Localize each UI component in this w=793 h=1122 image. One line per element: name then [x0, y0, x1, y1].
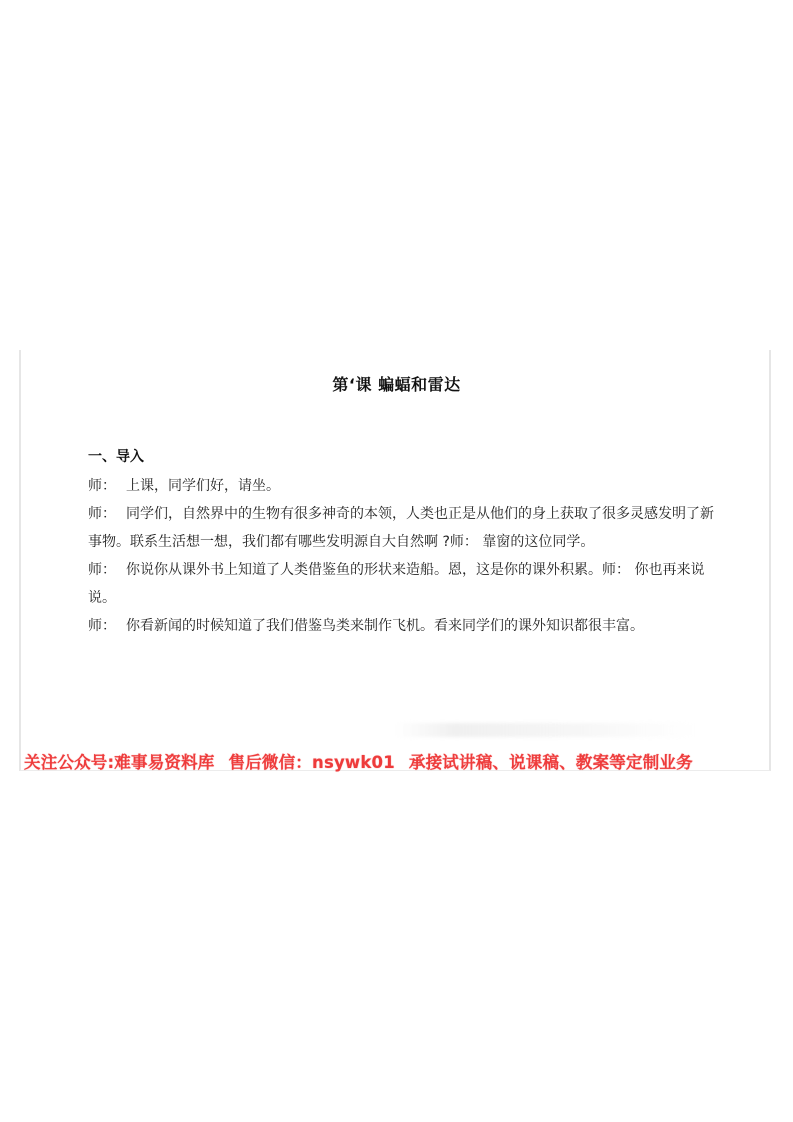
paragraph-text: 你说你从课外书上知道了人类借鉴鱼的形状来造船。恩，这是你的课外积累。师： 你也再来说说。 [88, 562, 705, 606]
document-title: 第‘课 蝙蝠和雷达 [332, 375, 461, 394]
banner-wechat: 售后微信：nsywk01 [228, 753, 395, 772]
banner-account: 关注公众号:难事易资料库 [24, 753, 215, 772]
faint-watermark [395, 723, 695, 737]
paragraph [88, 612, 718, 640]
section-heading: 一、导入 [88, 449, 144, 465]
paragraph-text: 你看新闻的时候知道了我们借鉴鸟类来制作飞机。看来同学们的课外知识都很丰富。 [126, 618, 644, 634]
promo-banner [24, 749, 774, 773]
body-text [88, 472, 718, 640]
paragraph [88, 472, 718, 500]
speaker-label: 师： [88, 478, 116, 494]
paragraph [88, 556, 718, 612]
speaker-label: 师： [88, 562, 116, 578]
paragraph-text: 上课，同学们好，请坐。 [126, 478, 280, 494]
speaker-label: 师： [88, 506, 116, 522]
speaker-label: 师： [88, 618, 116, 634]
banner-services: 承接试讲稿、说课稿、教案等定制业务 [408, 753, 693, 772]
paragraph-text: 同学们，自然界中的生物有很多神奇的本领，人类也正是从他们的身上获取了很多灵感发明了新事物。联系生活想一想，我们都有哪些发明源自大自然啊 ?师： 靠窗的这位同学。 [88, 506, 714, 550]
paragraph [88, 500, 718, 556]
